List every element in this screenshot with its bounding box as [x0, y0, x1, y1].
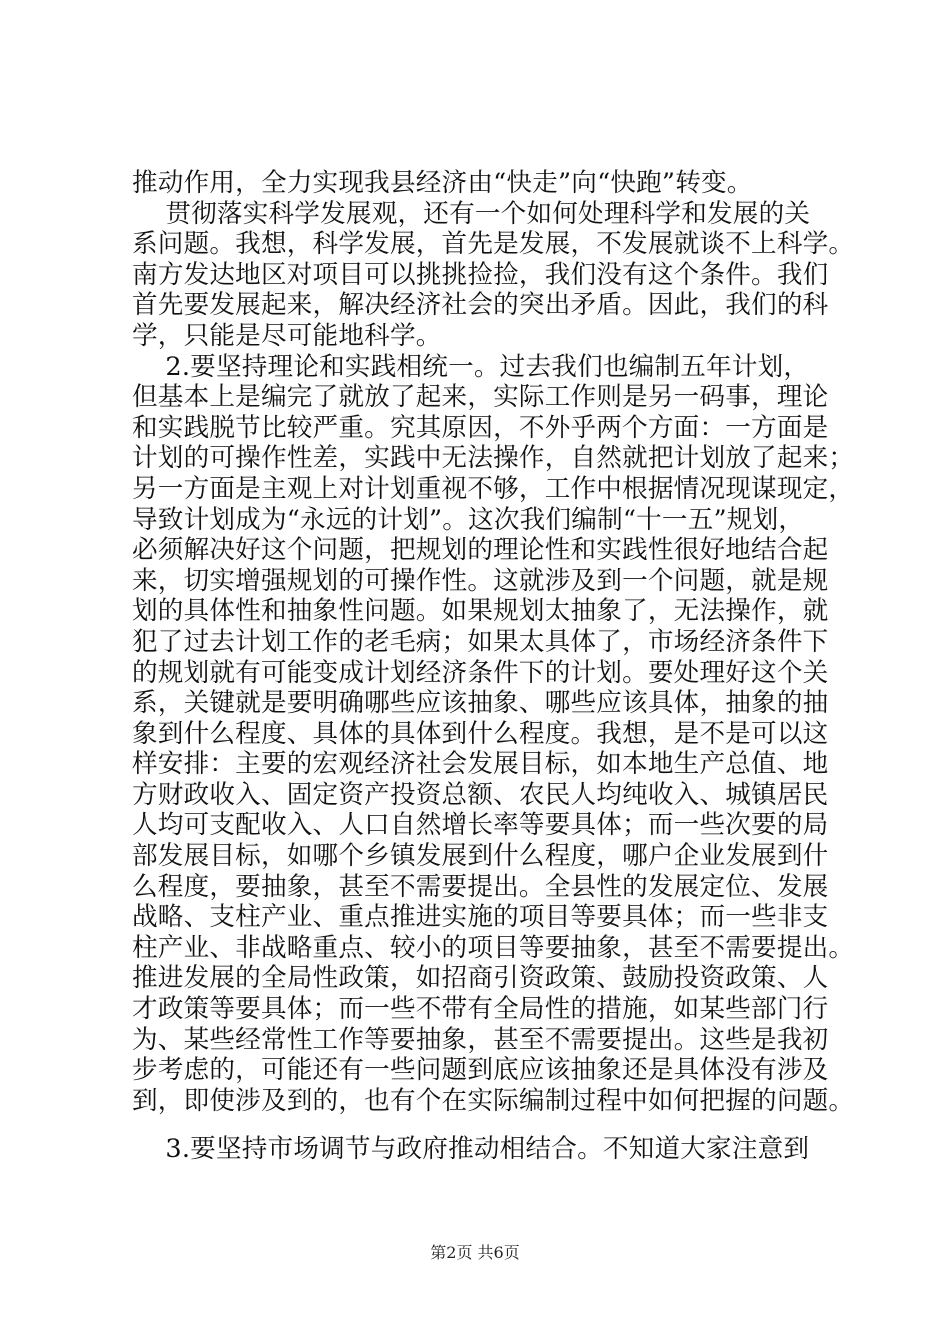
text-line: 样安排：主要的宏观经济社会发展目标，如本地生产总值、地: [132, 749, 829, 780]
paragraph-gap: [132, 1116, 832, 1134]
text-line: 来，切实增强规划的可操作性。这就涉及到一个问题，就是规: [132, 565, 829, 596]
text-line: 划的具体性和抽象性问题。如果规划太抽象了，无法操作，就: [132, 596, 829, 627]
text-line: 另一方面是主观上对计划重视不够，工作中根据情况现谋现定，: [132, 473, 855, 504]
text-line: 2.要坚持理论和实践相统一。过去我们也编制五年计划，: [132, 351, 810, 382]
text-line: 首先要发展起来，解决经济社会的突出矛盾。因此，我们的科: [132, 290, 829, 321]
text-line: 导致计划成为“永远的计划”。这次我们编制“十一五”规划，: [132, 504, 805, 535]
text-line: 为、某些经常性工作等要抽象，甚至不需要提出。这些是我初: [132, 1024, 829, 1055]
text-line: 必须解决好这个问题，把规划的理论性和实践性很好地结合起: [132, 535, 829, 566]
text-line: 到，即使涉及到的，也有个在实际编制过程中如何把握的问题。: [132, 1085, 855, 1116]
text-line: 贯彻落实科学发展观，还有一个如何处理科学和发展的关: [132, 198, 811, 229]
text-line: 和实践脱节比较严重。究其原因，不外乎两个方面：一方面是: [132, 412, 829, 443]
text-line: 推动作用，全力实现我县经济由“快走”向“快跑”转变。: [132, 168, 753, 198]
text-line: 人均可支配收入、人口自然增长率等要具体；而一些次要的局: [132, 810, 829, 841]
text-line: 计划的可操作性差，实践中无法操作，自然就把计划放了起来；: [132, 443, 855, 474]
text-line: 推进发展的全局性政策，如招商引资政策、鼓励投资政策、人: [132, 963, 829, 994]
text-line: 象到什么程度、具体的具体到什么程度。我想，是不是可以这: [132, 718, 829, 749]
text-line: 柱产业、非战略重点、较小的项目等要抽象，甚至不需要提出。: [132, 932, 855, 963]
text-line: 学，只能是尽可能地科学。: [132, 320, 442, 351]
text-line: 的规划就有可能变成计划经济条件下的计划。要处理好这个关: [132, 657, 829, 688]
document-body: [132, 168, 855, 1165]
text-line: 才政策等要具体；而一些不带有全局性的措施，如某些部门行: [132, 994, 829, 1025]
text-line: 系，关键就是要明确哪些应该抽象、哪些应该具体，抽象的抽: [132, 688, 829, 719]
page-footer: 第2页 共6页: [430, 1243, 520, 1262]
text-line: 战略、支柱产业、重点推进实施的项目等要具体；而一些非支: [132, 902, 829, 933]
text-line: 但基本上是编完了就放了起来，实际工作则是另一码事，理论: [132, 382, 829, 413]
text-line: 步考虑的，可能还有一些问题到底应该抽象还是具体没有涉及: [132, 1055, 829, 1086]
text-line: 部发展目标，如哪个乡镇发展到什么程度，哪户企业发展到什: [132, 841, 829, 872]
text-line: 方财政收入、固定资产投资总额、农民人均纯收入、城镇居民: [132, 779, 829, 810]
text-line: 系问题。我想，科学发展，首先是发展，不发展就谈不上科学。: [132, 229, 855, 260]
text-line: 3.要坚持市场调节与政府推动相结合。不知道大家注意到: [132, 1134, 810, 1165]
text-line: 么程度，要抽象，甚至不需要提出。全县性的发展定位、发展: [132, 871, 829, 902]
text-line: 犯了过去计划工作的老毛病；如果太具体了，市场经济条件下: [132, 626, 829, 657]
text-line: 南方发达地区对项目可以挑挑捡捡，我们没有这个条件。我们: [132, 259, 829, 290]
